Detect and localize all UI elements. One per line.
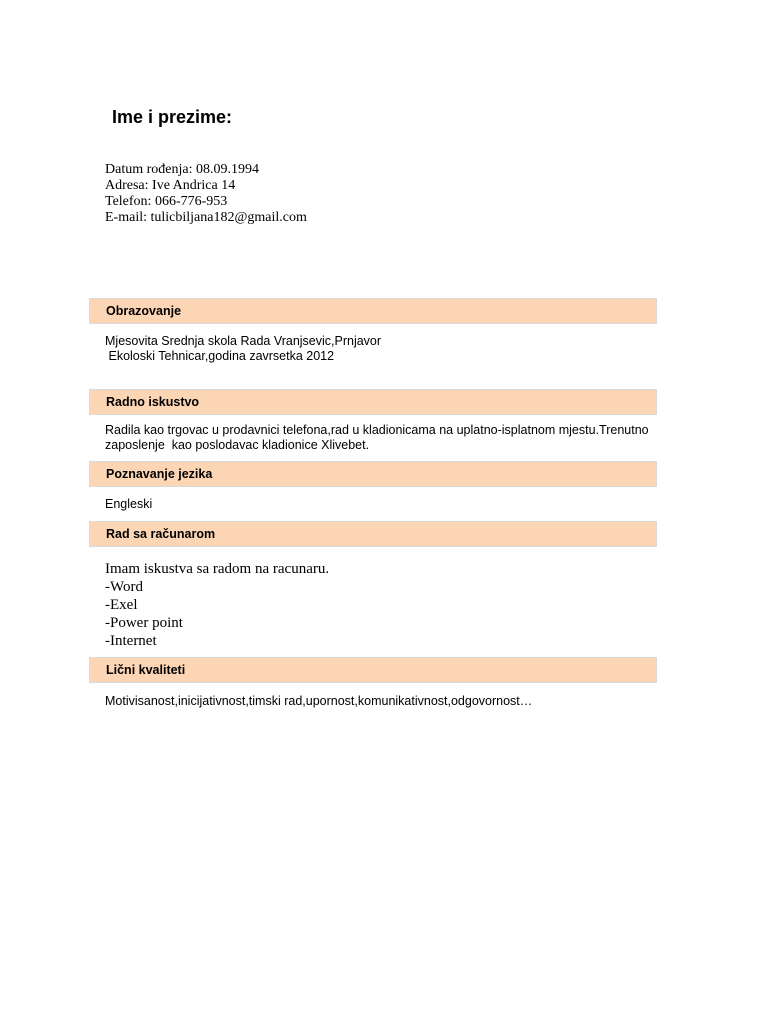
section-heading: Radno iskustvo [106, 395, 200, 409]
section-header-computer [89, 521, 657, 547]
address: Adresa: Ive Andrica 14 [105, 178, 236, 193]
section-header-qualities [89, 657, 657, 683]
computer-line: -Word [105, 579, 143, 595]
work-line: Radila kao trgovac u prodavnici telefona,rad u kladionicama na uplatno-isplatnom mjestu.Trenutno [105, 423, 649, 437]
computer-line: Imam iskustva sa radom na racunaru. [105, 561, 330, 577]
work-line: zaposlenje kao poslodavac kladionice Xlivebet. [105, 438, 370, 452]
language-item: Engleski [105, 497, 153, 511]
birth-date: Datum rođenja: 08.09.1994 [105, 162, 259, 177]
qualities-line: Motivisanost,inicijativnost,timski rad,upornost,komunikativnost,odgovornost… [105, 694, 533, 708]
section-heading: Poznavanje jezika [106, 467, 213, 481]
computer-line: -Internet [105, 633, 157, 649]
section-body-languages [105, 497, 657, 512]
section-heading: Lični kvaliteti [106, 663, 186, 677]
education-line: Ekoloski Tehnicar,godina zavrsetka 2012 [105, 349, 335, 363]
section-heading: Rad sa računarom [106, 527, 216, 541]
personal-info [105, 162, 307, 226]
section-header-languages [89, 461, 657, 487]
computer-line: -Exel [105, 597, 138, 613]
computer-line: -Power point [105, 615, 183, 631]
education-line: Mjesovita Srednja skola Rada Vranjsevic,Prnjavor [105, 334, 382, 348]
section-body-computer [105, 560, 657, 650]
section-body-qualities [105, 694, 657, 709]
section-body-education [105, 334, 657, 364]
phone: Telefon: 066-776-953 [105, 194, 228, 209]
section-body-work [105, 423, 657, 453]
email: E-mail: tulicbiljana182@gmail.com [105, 210, 307, 225]
section-header-work [89, 389, 657, 415]
section-heading: Obrazovanje [106, 304, 182, 318]
page-title: Ime i prezime: [112, 107, 233, 127]
section-header-education [89, 298, 657, 324]
